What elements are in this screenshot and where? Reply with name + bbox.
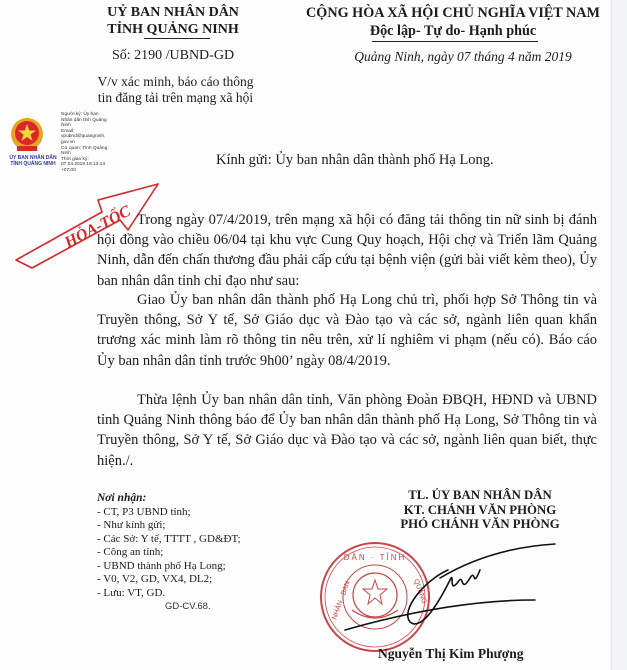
- national-motto-line2: Độc lập- Tự do- Hạnh phúc: [369, 23, 537, 39]
- sig-line: Ninh: [61, 123, 71, 129]
- signature-title-line2: KT. CHÁNH VĂN PHÒNG: [403, 502, 557, 517]
- body-paragraph-3: [97, 390, 597, 471]
- issuer-header: [98, 4, 248, 38]
- recipient-item: - Công an tỉnh;: [97, 546, 164, 558]
- issuer-line1: UỶ BAN NHÂN DÂN: [107, 5, 239, 20]
- recipient-item: - Lưu: VT, GD.: [97, 586, 166, 599]
- sig-line: Email:: [61, 128, 75, 134]
- national-header: [303, 4, 603, 40]
- paragraph-text: Giao Ủy ban nhân dân thành phố Hạ Long chủ trì, phối hợp Sở Thông tin và Truyền thông, Sở Y tế, Sở Giáo dục và Đào tạo và các sở, ngành liên quan khẩn trương xác minh làm rõ thông tin nêu trên, xử lí nghiêm vi phạm (nếu có). Báo cáo Ủy ban nhân dân tỉnh trước 9h00’ ngày 08/4/2019.: [97, 292, 597, 369]
- svg-text:DÂN · TỈNH: DÂN · TỈNH: [343, 553, 407, 562]
- recipients-title: Nơi nhận:: [97, 492, 147, 504]
- svg-text:QUẢNG: QUẢNG: [412, 578, 428, 605]
- sig-line: Cơ quan: Tỉnh Quảng: [61, 145, 108, 151]
- recipient-item: - Như kính gửi;: [97, 519, 166, 531]
- document-code: GD-CV.68.: [165, 601, 211, 612]
- issuer-line2: TỈNH QUẢNG NINH: [107, 22, 239, 37]
- sig-line: +07:00: [61, 167, 76, 173]
- national-emblem-icon: [9, 116, 45, 154]
- recipient-line: Kính gửi: Ủy ban nhân dân thành phố Hạ Long.: [216, 152, 494, 168]
- document-number: Số: 2190 /UBND-GD: [111, 48, 235, 63]
- recipient-item: - Các Sở: Y tế, TTTT , GD&ĐT;: [97, 532, 241, 545]
- recipient-item: - V0, V2, GD, VX4, DL2;: [97, 573, 213, 585]
- page-edge: [611, 0, 627, 670]
- recipients-list: [97, 492, 297, 600]
- place-date: Quảng Ninh, ngày 07 tháng 4 năm 2019: [354, 49, 572, 64]
- body-paragraph-2: [97, 290, 597, 371]
- national-motto-line1: CỘNG HÒA XÃ HỘI CHỦ NGHĨA VIỆT NAM: [306, 5, 600, 21]
- sig-line: Thời gian ký:: [61, 156, 89, 162]
- recipient-item: - UBND thành phố Hạ Long;: [97, 559, 226, 572]
- signer-name: Nguyễn Thị Kim Phượng: [378, 646, 524, 661]
- signature-title-block: [370, 488, 590, 532]
- sig-line: vpubnd@quangninh.: [61, 134, 106, 140]
- subject-line2: tin đăng tải trên mạng xã hội: [97, 90, 254, 105]
- subject-line1: V/v xác minh, báo cáo thông: [97, 74, 254, 89]
- paragraph-text: Thừa lệnh Ủy ban nhân dân tỉnh, Văn phòng Đoàn ĐBQH, HĐND và UBND tỉnh Quảng Ninh thông báo để Ủy ban nhân dân thành phố Hạ Long, Sở Thông tin và Truyền thông, Sở Y tế, Sở Giáo dục và Đào tạo và các sở, ngành liên quan biết, thực hiện./.: [97, 392, 597, 469]
- issuer-underline: [144, 38, 210, 39]
- handwritten-signature: [330, 540, 570, 640]
- urgent-stamp-text: HỎA-TỐC: [61, 202, 134, 252]
- sig-line: Người ký: Ủy ban: [61, 112, 99, 117]
- motto-underline: [372, 41, 538, 42]
- seal-caption-line2: TỈNH QUẢNG NINH: [10, 160, 56, 167]
- sig-line: gov.vn: [61, 139, 75, 145]
- sig-line: Ninh: [61, 151, 71, 157]
- recipient-item: - CT, P3 UBND tỉnh;: [97, 505, 191, 518]
- seal-caption-line1: ỦY BAN NHÂN DÂN: [9, 155, 57, 161]
- signature-title-line1: TL. ỦY BAN NHÂN DÂN: [408, 488, 552, 502]
- body-paragraph-1: [97, 210, 597, 291]
- sig-line: Nhân dân tỉnh Quảng: [61, 117, 107, 123]
- signature-title-line3: PHÓ CHÁNH VĂN PHÒNG: [400, 517, 560, 531]
- document-subject: [88, 74, 263, 106]
- paragraph-text: Trong ngày 07/4/2019, trên mạng xã hội có đăng tải thông tin nữ sinh bị đánh hội đồng vào chiều 06/04 tại khu vực Cung Quy hoạch, Hội chợ và Triển lãm Quảng Ninh, dẫn đến chấn thương đầu phải cấp cứu tại bệnh viện (gửi bài viết kèm theo), Ủy ban nhân dân tỉnh chỉ đạo như sau:: [97, 212, 597, 289]
- svg-text:NHÂN · BAN: NHÂN · BAN: [331, 580, 352, 621]
- sig-line: 07.04.2019 18:13:14: [61, 162, 106, 168]
